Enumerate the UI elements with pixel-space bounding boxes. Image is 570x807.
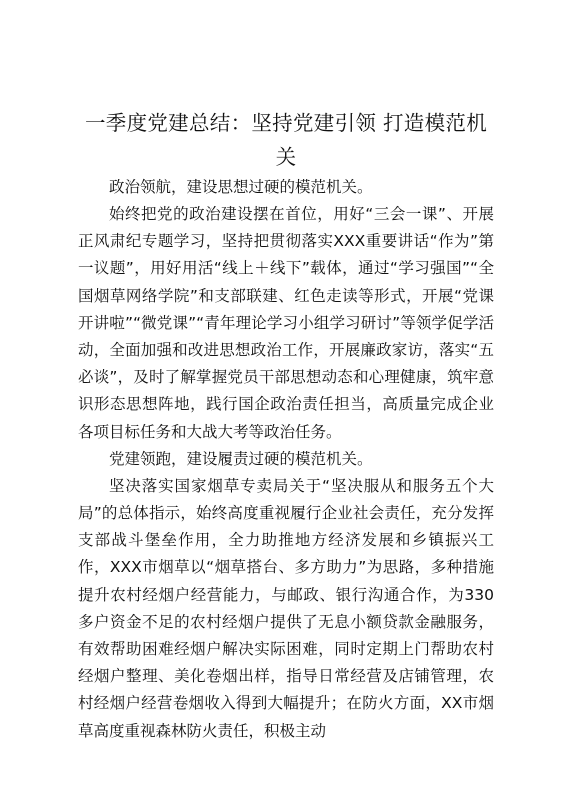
section-body-political: 始终把党的政治建设摆在首位，用好“三会一课”、开展正风肃纪专题学习，坚持把贯彻落实XXX重要讲话“作为”第一议题”，用好用活“线上＋线下”载体，通过“学习强国”“全国烟草网络学院”和支部联建、红色走读等形式，开展“党课开讲啦”“微党课”“青年理论学习小组学习研讨”等领学促学活动，全面加强和改进思想政治工作，开展廉政家访，落实“五必谈”，及时了解掌握党员干部思想动态和心理健康，筑牢意识形态思想阵地，践行国企政治责任担当，高质量完成企业各项目标任务和大战大考等政治任务。 (78, 205, 494, 441)
section-body-party-building: 坚决落实国家烟草专卖局关于“坚决服从和服务五个大局”的总体指示，始终高度重视履行企业社会责任，充分发挥支部战斗堡垒作用，全力助推地方经济发展和乡镇振兴工作，XXX市烟草以“烟草搭台、多方助力”为思路，多种措施提升农村经烟户经营能力，与邮政、银行沟通合作，为330多户资金不足的农村经烟户提供了无息小额贷款金融服务，有效帮助困难经烟户解决实际困难，同时定期上门帮助农村经烟户整理、美化卷烟出样，指导日常经营及店铺管理，农村经烟户经营卷烟收入得到大幅提升；在防火方面，XX市烟草高度重视森林防火责任，积极主动 (78, 476, 494, 740)
section-heading-party-building: 党建领跑，建设履责过硬的模范机关。 (109, 449, 373, 468)
document-title: 一季度党建总结：坚持党建引领 打造模范机关 (84, 111, 487, 169)
section-heading-political: 政治领航，建设思想过硬的模范机关。 (109, 178, 373, 196)
